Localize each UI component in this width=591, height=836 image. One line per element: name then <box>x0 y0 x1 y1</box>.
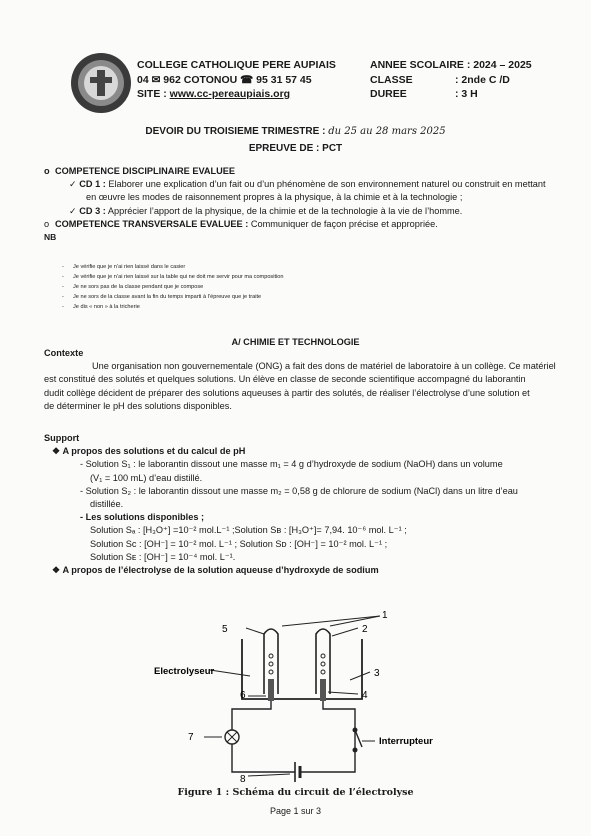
list-item: - Je ne sors de la classe avant la fin du temps imparti à l’épreuve que je traite <box>62 294 262 300</box>
figure-caption: Figure 1 : Schéma du circuit de l’électrolyse <box>177 787 414 798</box>
school-contact: 04 ✉ 962 COTONOU ☎ 95 31 57 45 <box>137 73 312 86</box>
list-item: - Je dis « non » à la tricherie <box>62 304 140 310</box>
label-3: 3 <box>374 668 380 679</box>
label-2: 2 <box>362 624 368 635</box>
list-item: - Je ne sors pas de la classe pendant que je compose <box>62 284 204 290</box>
school-site: SITE : www.cc-pereaupiais.org <box>137 88 291 100</box>
right-electrode <box>320 679 326 701</box>
competence-disc-title: COMPETENCE DISCIPLINAIRE EVALUEE <box>55 166 236 176</box>
label-7: 7 <box>188 732 194 743</box>
support-label: Support <box>44 433 80 443</box>
contexte-block: Contexte Une organisation non gouvernementale (ONG) a fait des dons de matériel de laboratoire à un collège. Ce matériel est constitué des solutés et quelques solutions. Un élève en classe de seconde scientifique accompagné du laborantin dudit collège décident de préparer des solutions aqueuses à partir des solutés, de réaliser l’électrolyse d’une solution et de déterminer le pH des solutions disponibles. <box>44 347 564 413</box>
nb-label: NB <box>44 232 57 243</box>
competences-block: o COMPETENCE DISCIPLINAIRE EVALUEE ✓ CD 1 : Elaborer une explication d’un fait ou d’un phénomène de son environnement naturel ou construit en mettant en œuvre les modes de raisonnement propres à la physique, à la chimie et à la technologie ; ✓ CD 3 : Apprécier l’apport de la physique, de la chimie et de la technologie à la vie de l’homme. o COMPETENCE TRANSVERSALE EVALUEE : Communiquer de façon précise et appropriée. NB <box>44 165 564 244</box>
electrolysis-diagram <box>150 604 450 794</box>
class-row: CLASSE : 2nde C /D <box>370 73 510 86</box>
label-8: 8 <box>240 774 246 785</box>
site-link[interactable]: www.cc-pereaupiais.org <box>169 88 291 100</box>
list-item: - Je vérifie que je n’ai rien laissé dans le casier <box>62 264 186 270</box>
ph-section-title: A propos des solutions et du calcul de pH <box>62 446 246 457</box>
contexte-label: Contexte <box>44 348 84 358</box>
support-block: Support ❖ A propos des solutions et du calcul de pH - Solution S₁ : le laborantin dissout une masse m₁ = 4 g d’hydroxyde de sodium (NaOH) dans un volume (V₁ = 100 mL) d’eau distillé. - Solution S₂ : le laborantin dissout une masse m₂ = 0,58 g de chlorure de sodium (NaCl) dans un litre d’eau distillée. - Les solutions disponibles ; Solution Sₐ : [H₃O⁺] =10⁻² mol.L⁻¹ ;Solution Sʙ : [H₃O⁺]= 7,94. 10⁻⁶ mol. L⁻¹ ; Solution Sᴄ : [OH⁻] = 10⁻² mol. L⁻¹ ; Solution Sᴅ : [OH⁻] = 10⁻² mol. L⁻¹ ; Solution Sᴇ : [OH⁻] = 10⁻⁴ mol. L⁻¹. ❖ A propos de l’électrolyse de la solution aqueuse d’hydroxyde de sodium <box>44 432 569 577</box>
label-interrupteur: Interrupteur <box>379 736 433 747</box>
school-logo <box>70 52 132 114</box>
school-name: COLLEGE CATHOLIQUE PERE AUPIAIS <box>137 59 336 71</box>
label-electrolyseur: Electrolyseur <box>154 666 215 677</box>
label-6: 6 <box>240 690 246 701</box>
left-electrode <box>268 679 274 701</box>
electro-section-title: A propos de l’électrolyse de la solution aqueuse d’hydroxyde de sodium <box>62 565 379 576</box>
duration-row: DUREE : 3 H <box>370 88 478 100</box>
epreuve-title: EPREUVE DE : PCT <box>248 143 343 154</box>
list-item: - Je vérifie que je n’ai rien laissé sur la table qui ne doit me servir pour ma composition <box>62 274 284 280</box>
nb-list <box>62 262 284 312</box>
label-5: 5 <box>222 624 228 635</box>
label-1: 1 <box>382 610 388 621</box>
exam-title: DEVOIR DU TROISIEME TRIMESTRE : du 25 au 28 mars 2025 <box>145 126 446 137</box>
electrolyser-vessel <box>242 639 362 699</box>
label-4: 4 <box>362 690 368 701</box>
section-a-title: A/ CHIMIE ET TECHNOLOGIE <box>231 337 360 347</box>
page-footer: Page 1 sur 3 <box>269 806 322 816</box>
competence-trans-title: COMPETENCE TRANSVERSALE EVALUEE : <box>55 218 251 229</box>
school-year: ANNEE SCOLAIRE : 2024 – 2025 <box>370 59 532 71</box>
